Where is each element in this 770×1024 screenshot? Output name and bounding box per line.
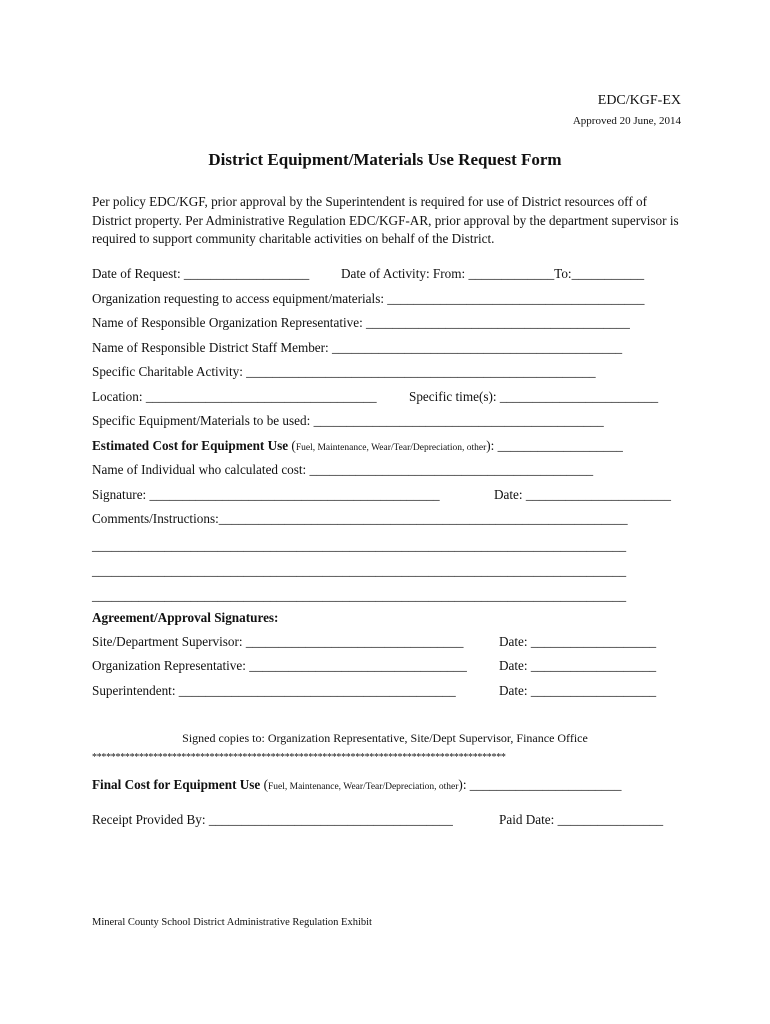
estimated-cost-note: Fuel, Maintenance, Wear/Tear/Depreciation, other: [295, 443, 487, 453]
charitable-activity-field[interactable]: Specific Charitable Activity: _____________________________________________________: [92, 364, 596, 379]
estimated-cost-label: Estimated Cost for Equipment Use: [92, 438, 289, 453]
comments-field[interactable]: Comments/Instructions:______________________________________________________________: [92, 511, 628, 526]
date-of-activity-field[interactable]: Date of Activity: From: _____________To:___________: [341, 266, 645, 281]
org-representative-signature-field[interactable]: Organization Representative: _________________________________: [92, 658, 467, 673]
superintendent-date-field[interactable]: Date: ___________________: [499, 683, 657, 698]
final-cost-field[interactable]: [92, 777, 621, 793]
intro-paragraph: Per policy EDC/KGF, prior approval by the Superintendent is required for use of District resources off of District property. Per Administrative Regulation EDC/KGF-AR, prior approval by the department supervisor is required to support community charitable activities on behalf of the District.: [92, 194, 679, 246]
estimated-cost-field[interactable]: [92, 438, 623, 454]
estimated-cost-blank: ): ___________________: [486, 438, 623, 453]
organization-field[interactable]: Organization requesting to access equipment/materials: _______________________________________: [92, 291, 645, 306]
comments-line-3[interactable]: _________________________________________________________________________________: [92, 588, 627, 603]
receipt-provided-field[interactable]: Receipt Provided By: _____________________________________: [92, 812, 453, 827]
star-divider: ****************************************************************************************: [92, 752, 506, 763]
signed-copies-note: Signed copies to: Organization Representative, Site/Dept Supervisor, Finance Office: [182, 731, 588, 745]
final-cost-label: Final Cost for Equipment Use: [92, 777, 261, 792]
superintendent-field[interactable]: Superintendent: __________________________________________: [92, 683, 456, 698]
org-representative-date-field[interactable]: Date: ___________________: [499, 658, 657, 673]
footer-text: Mineral County School District Administrative Regulation Exhibit: [92, 917, 372, 928]
specific-times-field[interactable]: Specific time(s): ________________________: [409, 389, 659, 404]
final-cost-paren: (: [260, 777, 268, 792]
final-cost-note: Fuel, Maintenance, Wear/Tear/Depreciation, other: [267, 782, 459, 792]
estimated-cost-paren: (: [288, 438, 296, 453]
district-staff-field[interactable]: Name of Responsible District Staff Member: ____________________________________________: [92, 340, 623, 355]
comments-line-1[interactable]: _________________________________________________________________________________: [92, 538, 627, 553]
comments-line-2[interactable]: _________________________________________________________________________________: [92, 563, 627, 578]
site-supervisor-field[interactable]: Site/Department Supervisor: _________________________________: [92, 634, 464, 649]
page-title: District Equipment/Materials Use Request Form: [208, 150, 562, 169]
paid-date-field[interactable]: Paid Date: ________________: [499, 812, 664, 827]
final-cost-blank: ): _______________________: [458, 777, 622, 792]
org-representative-field[interactable]: Name of Responsible Organization Representative: ________________________________________: [92, 315, 630, 330]
form-code: EDC/KGF-EX: [597, 93, 681, 108]
site-supervisor-date-field[interactable]: Date: ___________________: [499, 634, 657, 649]
signature-date-field[interactable]: Date: ______________________: [494, 487, 671, 502]
equipment-field[interactable]: Specific Equipment/Materials to be used: ____________________________________________: [92, 413, 604, 428]
calculated-by-field[interactable]: Name of Individual who calculated cost: ___________________________________________: [92, 462, 594, 477]
date-of-request-field[interactable]: Date of Request: ___________________: [92, 266, 310, 281]
signature-field[interactable]: Signature: ____________________________________________: [92, 487, 440, 502]
location-field[interactable]: Location: ___________________________________: [92, 389, 377, 404]
approval-heading: Agreement/Approval Signatures:: [92, 610, 279, 625]
approval-date: Approved 20 June, 2014: [572, 115, 681, 127]
